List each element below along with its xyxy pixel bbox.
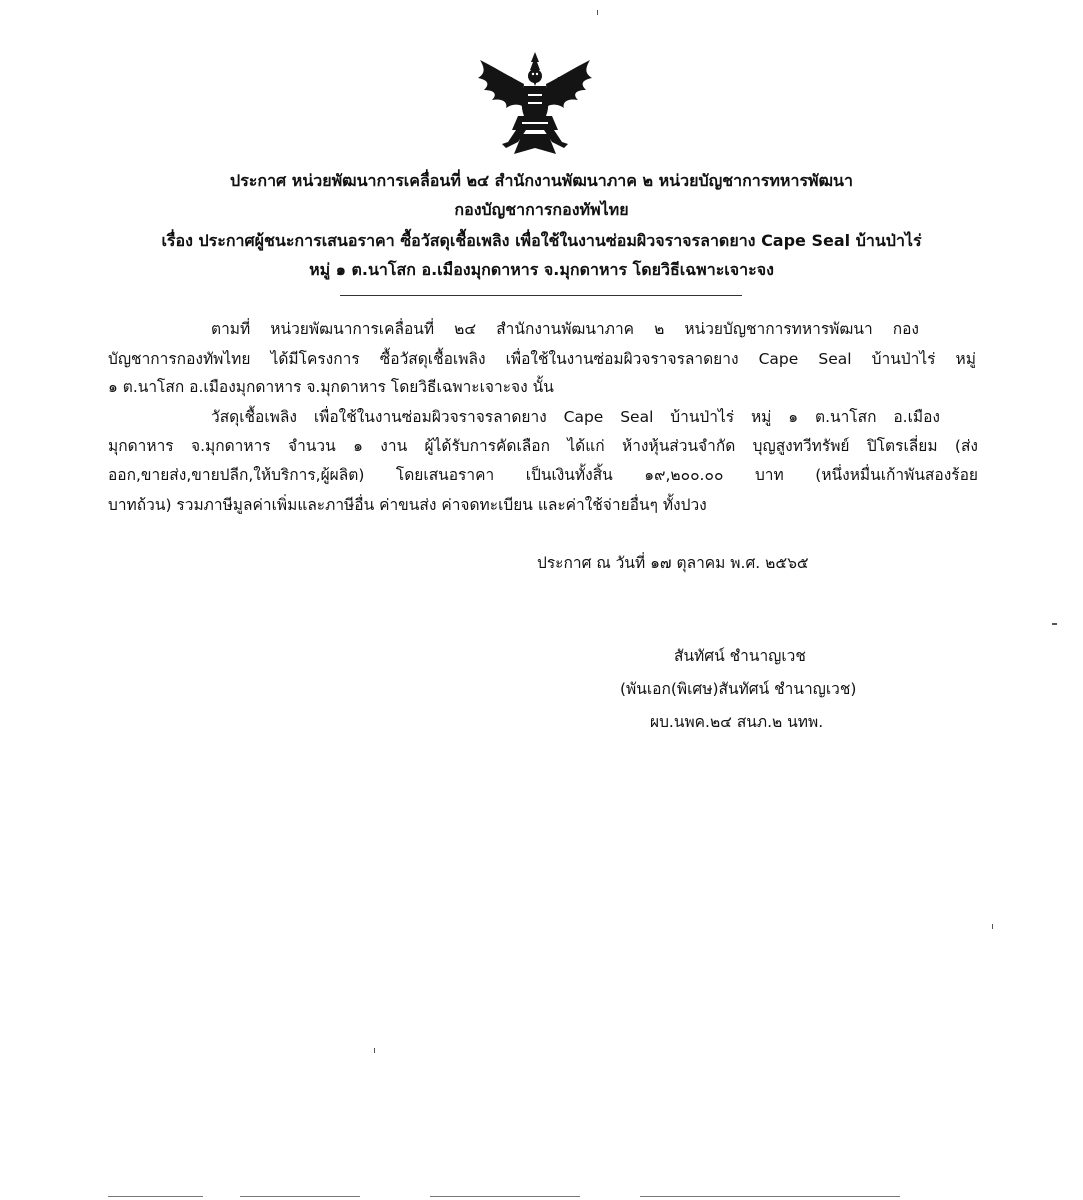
scan-speck (597, 10, 598, 15)
scan-speck (992, 924, 993, 929)
scan-speck (1052, 623, 1057, 625)
paragraph-2-line-4: บาทถ้วน) รวมภาษีมูลค่าเพิ่มและภาษีอื่น ค่าขนส่ง ค่าจดทะเบียน และค่าใช้จ่ายอื่นๆ ทั้งปวง (108, 496, 707, 514)
signatory-full-name: (พันเอก(พิเศษ)สันทัศน์ ชำนาญเวช) (620, 680, 857, 698)
scan-edge-line (430, 1196, 580, 1197)
garuda-emblem (472, 50, 598, 158)
paragraph-2-line-3: ออก,ขายส่ง,ขายปลีก,ให้บริการ,ผู้ผลิต) โดยเสนอราคา เป็นเงินทั้งสิ้น ๑๙,๒๐๐.๐๐ บาท (หนึ่งหมื่นเก้าพันสองร้อย (108, 466, 978, 484)
scan-speck (374, 1048, 375, 1053)
signature-name: สันทัศน์ ชำนาญเวช (674, 647, 806, 665)
paragraph-1-line-1: ตามที่ หน่วยพัฒนาการเคลื่อนที่ ๒๔ สำนักงานพัฒนาภาค ๒ หน่วยบัญชาการทหารพัฒนา กอง (211, 320, 919, 338)
scan-edge-line (640, 1196, 900, 1197)
paragraph-1-line-3: ๑ ต.นาโสก อ.เมืองมุกดาหาร จ.มุกดาหาร โดยวิธีเฉพาะเจาะจง นั้น (108, 378, 554, 396)
heading-divider (340, 295, 742, 296)
announcement-date: ประกาศ ณ วันที่ ๑๗ ตุลาคม พ.ศ. ๒๕๖๕ (537, 554, 809, 572)
paragraph-2-line-2: มุกดาหาร จ.มุกดาหาร จำนวน ๑ งาน ผู้ได้รับการคัดเลือก ได้แก่ ห้างหุ้นส่วนจำกัด บุญสูงทวีทรัพย์ ปิโตรเลี่ยม (ส่ง (108, 437, 978, 455)
signatory-position: ผบ.นพค.๒๔ สนภ.๒ นทพ. (650, 713, 824, 731)
scan-edge-line (108, 1196, 203, 1197)
paragraph-2-line-1: วัสดุเชื้อเพลิง เพื่อใช้ในงานซ่อมผิวจราจรลาดยาง Cape Seal บ้านป่าไร่ หมู่ ๑ ต.นาโสก อ.เมือง (211, 408, 940, 426)
announcement-subject-line-1: เรื่อง ประกาศผู้ชนะการเสนอราคา ซื้อวัสดุเชื้อเพลิง เพื่อใช้ในงานซ่อมผิวจราจรลาดยาง Cape Seal บ้านป่าไร่ (161, 231, 922, 250)
announcement-header-line-1: ประกาศ หน่วยพัฒนาการเคลื่อนที่ ๒๔ สำนักงานพัฒนาภาค ๒ หน่วยบัญชาการทหารพัฒนา (230, 171, 853, 190)
paragraph-1-line-2: บัญชาการกองทัพไทย ได้มีโครงการ ซื้อวัสดุเชื้อเพลิง เพื่อใช้ในงานซ่อมผิวจราจรลาดยาง Cape Seal บ้านป่าไร่ หมู่ (108, 350, 976, 368)
scan-edge-line (240, 1196, 360, 1197)
announcement-header-line-2: กองบัญชาการกองทัพไทย (454, 200, 629, 219)
announcement-subject-line-2: หมู่ ๑ ต.นาโสก อ.เมืองมุกดาหาร จ.มุกดาหาร โดยวิธีเฉพาะเจาะจง (309, 260, 774, 279)
